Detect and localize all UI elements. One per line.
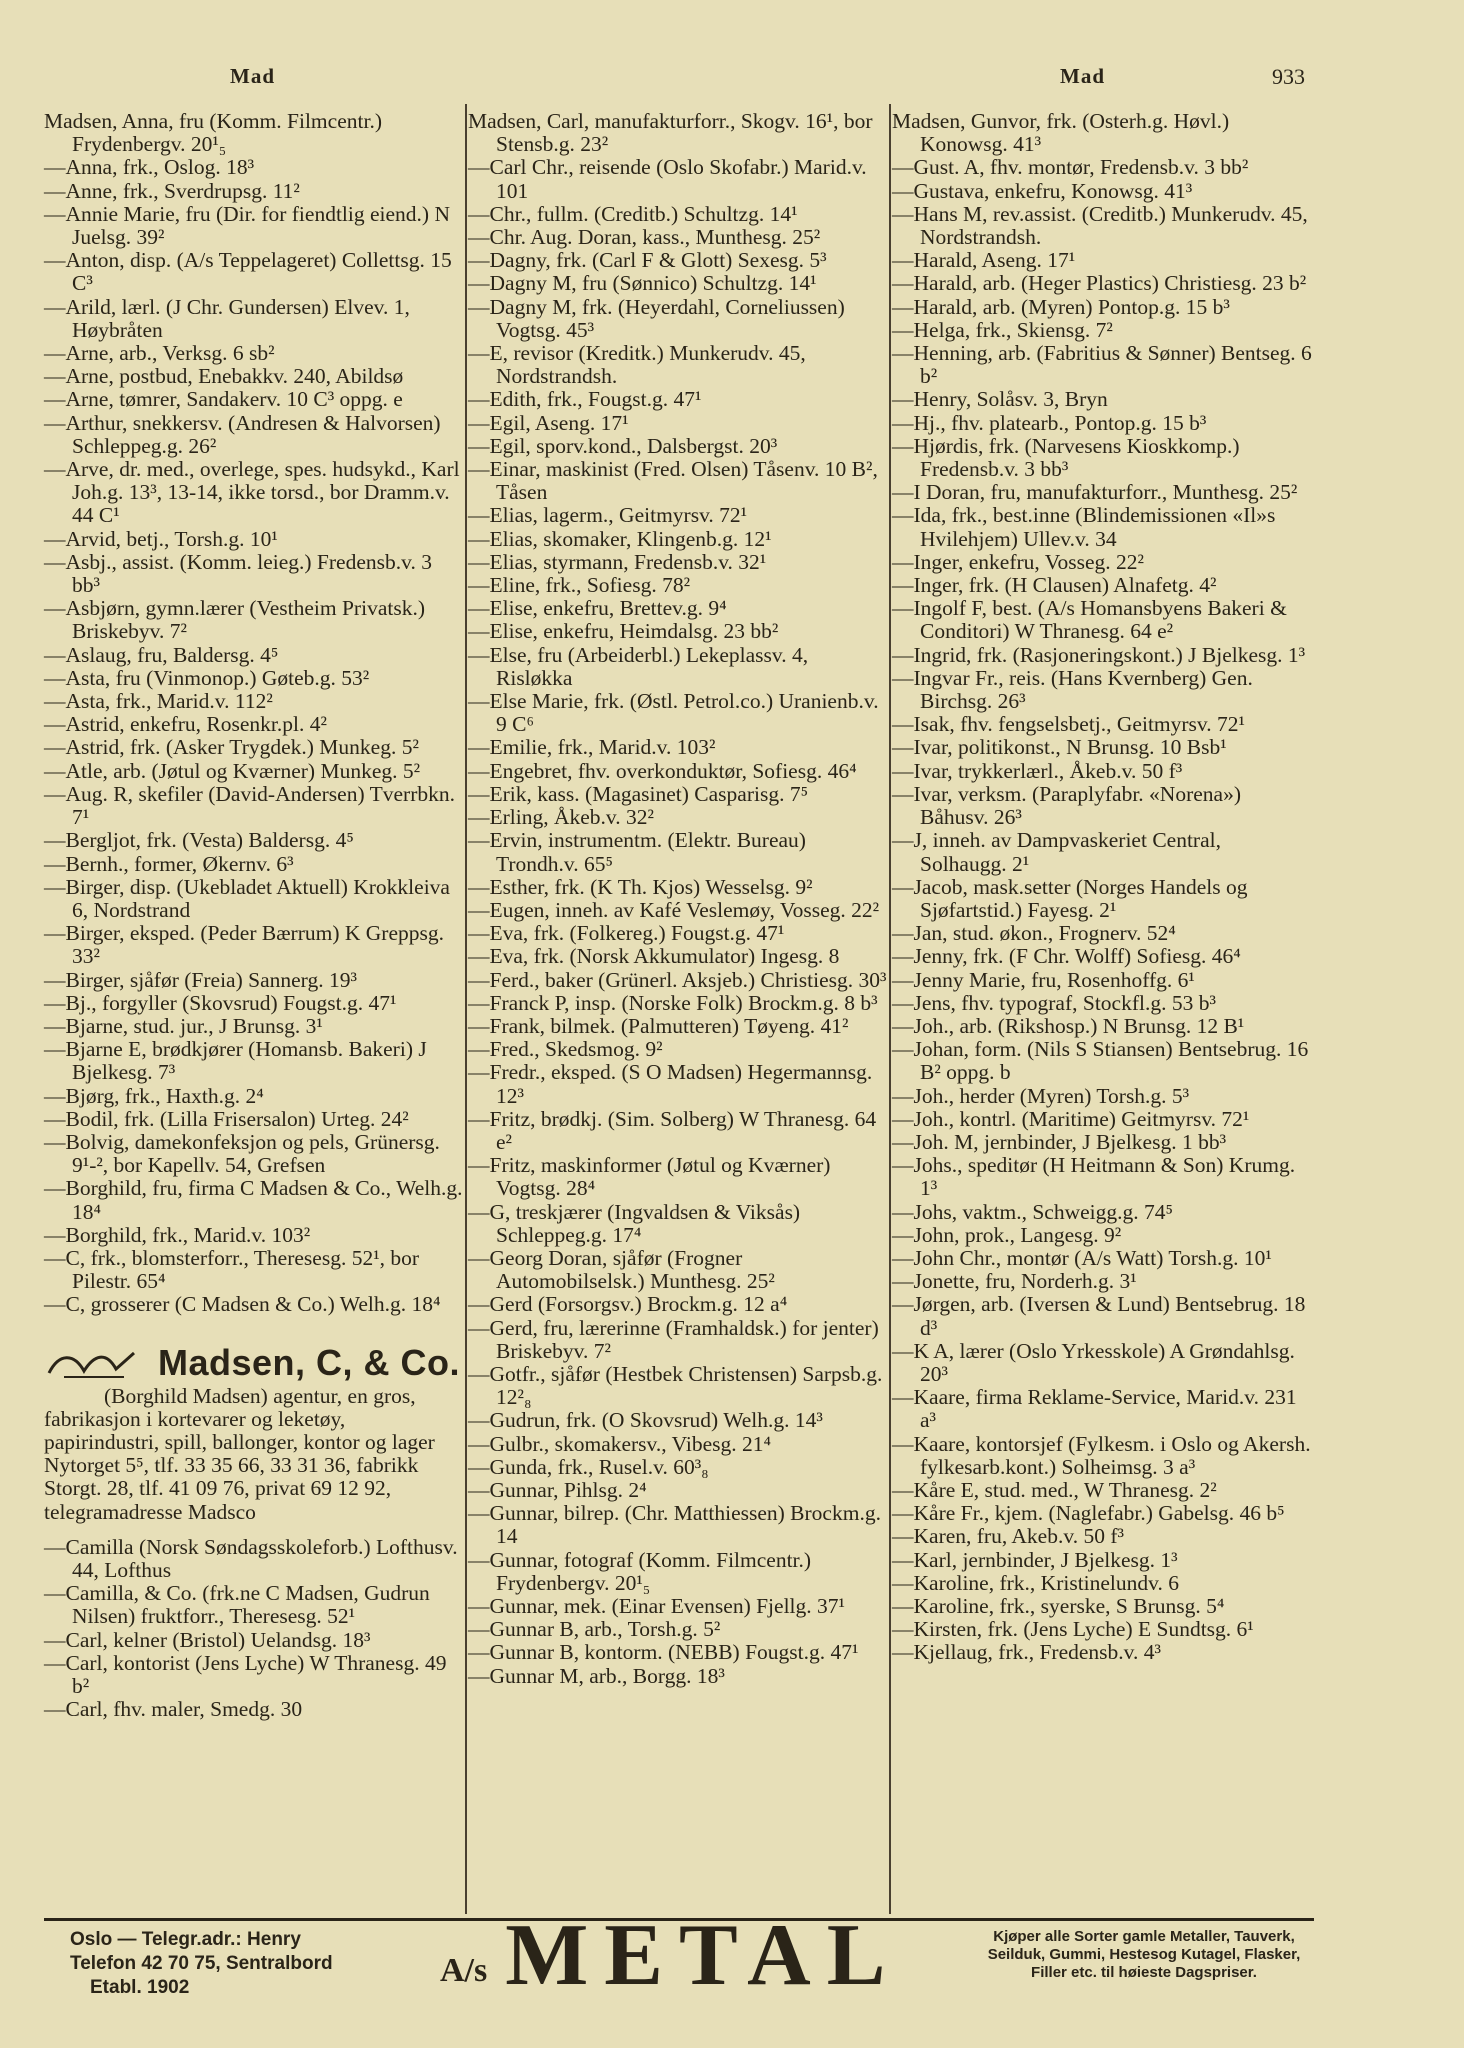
directory-entry: —Eva, frk. (Folkereg.) Fougst.g. 47¹	[468, 921, 785, 946]
directory-entry: —Elias, styrmann, Fredensb.v. 32¹	[468, 549, 767, 574]
directory-entry: —Ivar, politikonst., N Brunsg. 10 Bsb¹	[892, 735, 1227, 760]
directory-entry: —Inger, frk. (H Clausen) Alnafetg. 4²	[892, 573, 1217, 598]
directory-entry: —Hans M, rev.assist. (Creditb.) Munkerudv. 45, Nordstrandsh.	[892, 201, 1308, 250]
directory-entry: —Gust. A, fhv. montør, Fredensb.v. 3 bb²	[892, 155, 1249, 180]
directory-entry: —Carl Chr., reisende (Oslo Skofabr.) Marid.v. 101	[468, 155, 867, 203]
directory-entry: —Chr., fullm. (Creditb.) Schultzg. 14¹	[468, 201, 798, 226]
directory-entry: —Astrid, frk. (Asker Trygdek.) Munkeg. 5²	[44, 735, 419, 760]
directory-entry: —Karen, fru, Akeb.v. 50 f³	[892, 1524, 1124, 1549]
directory-entry: —Karoline, frk., syerske, S Brunsg. 5⁴	[892, 1594, 1225, 1618]
directory-entry: —Johs., speditør (H Heitmann & Son) Krumg. 1³	[892, 1153, 1296, 1201]
directory-entry: —Ivar, verksm. (Paraplyfabr. «Norena») Båhusv. 26³	[892, 781, 1241, 830]
directory-entry: —John Chr., montør (A/s Watt) Torsh.g. 10¹	[892, 1245, 1272, 1270]
directory-entry: —Frank, bilmek. (Palmutteren) Tøyeng. 41²	[468, 1013, 849, 1038]
column-2	[468, 110, 888, 1688]
directory-entry: —C, frk., blomsterforr., Theresesg. 52¹, bor Pilestr. 65⁴	[44, 1245, 420, 1294]
directory-entry: —Gustava, enkefru, Konowsg. 41³	[892, 178, 1193, 203]
directory-entry: —Jens, fhv. typograf, Stockfl.g. 53 b³	[892, 990, 1216, 1015]
directory-entry: —Jonette, fru, Norderh.g. 3¹	[892, 1269, 1137, 1294]
directory-entry: —Emilie, frk., Marid.v. 103²	[468, 735, 716, 760]
directory-entry: —Fredr., eksped. (S O Madsen) Hegermannsg. 12³	[468, 1060, 873, 1108]
directory-entry: —E, revisor (Kreditk.) Munkerudv. 45, Nordstrandsh.	[468, 341, 806, 389]
directory-entry: —Jacob, mask.setter (Norges Handels og Sjøfartstid.) Fayesg. 2¹	[892, 874, 1248, 922]
running-header-right: Mad	[1060, 64, 1105, 88]
directory-entry: —Egil, Aseng. 17¹	[468, 410, 629, 435]
directory-entry: —Fritz, maskinformer (Jøtul og Kværner) Vogtsg. 28⁴	[468, 1153, 831, 1201]
footer-brand-prefix: A/s	[440, 1952, 488, 1989]
directory-entry: —Eugen, inneh. av Kafé Veslemøy, Vosseg. 22²	[468, 897, 880, 922]
directory-entry: —Karl, jernbinder, J Bjelkesg. 1³	[892, 1547, 1178, 1572]
directory-entry: —Ervin, instrumentm. (Elektr. Bureau) Trondh.v. 65⁵	[468, 828, 806, 876]
directory-entry: —Henning, arb. (Fabritius & Sønner) Bentseg. 6 b²	[892, 341, 1312, 389]
directory-entry: —Eline, frk., Sofiesg. 78²	[468, 573, 691, 598]
advertisement-madsen-co	[44, 1343, 464, 1524]
directory-entry: —Kåre Fr., kjem. (Naglefabr.) Gabelsg. 46 b⁵	[892, 1501, 1285, 1526]
directory-entry: —Arve, dr. med., overlege, spes. hudsykd., Karl Joh.g. 13³, 13-14, ikke torsd., bor Dramm.v. 44 C¹	[44, 457, 460, 528]
column-divider	[889, 104, 891, 1914]
running-header-left: Mad	[230, 64, 275, 88]
directory-entry: —Gulbr., skomakersv., Vibesg. 21⁴	[468, 1431, 772, 1456]
directory-entry: —Gunnar B, kontorm. (NEBB) Fougst.g. 47¹	[468, 1640, 859, 1665]
directory-entry: —Dagny, frk. (Carl F & Glott) Sexesg. 5³	[468, 248, 827, 273]
directory-entry: —Bernh., former, Økernv. 6³	[44, 851, 294, 876]
directory-entry: —Anne, frk., Sverdrupsg. 11²	[44, 178, 300, 203]
directory-entry: —Kjellaug, frk., Fredensb.v. 4³	[892, 1640, 1161, 1665]
directory-entry: —Hjørdis, frk. (Narvesens Kioskkomp.) Fredensb.v. 3 bb³	[892, 433, 1240, 482]
directory-entry: —Inger, enkefru, Vosseg. 22²	[892, 549, 1144, 574]
directory-entry: —Bergljot, frk. (Vesta) Baldersg. 4⁵	[44, 828, 354, 853]
directory-entry: —Joh., arb. (Rikshosp.) N Brunsg. 12 B¹	[892, 1013, 1245, 1038]
directory-entry: —I Doran, fru, manufakturforr., Munthesg. 25²	[892, 480, 1298, 505]
directory-entry: —Anna, frk., Oslog. 18³	[44, 155, 255, 180]
directory-entry: —Bj., forgyller (Skovsrud) Fougst.g. 47¹	[44, 990, 397, 1015]
directory-entry: —John, prok., Langesg. 9²	[892, 1222, 1122, 1247]
directory-entry: —Arne, tømrer, Sandakerv. 10 C³ oppg. e	[44, 387, 403, 412]
footer-contact-line: Etabl. 1902	[90, 1977, 190, 1998]
directory-entry: —Asta, frk., Marid.v. 112²	[44, 689, 273, 714]
directory-entry: —Gunnar M, arb., Borgg. 18³	[468, 1663, 725, 1688]
directory-entry: —Elias, lagerm., Geitmyrsv. 72¹	[468, 503, 748, 528]
directory-entry: —Henry, Solåsv. 3, Bryn	[892, 387, 1108, 412]
directory-entry: —Elise, enkefru, Heimdalsg. 23 bb²	[468, 619, 779, 644]
directory-entry: —Annie Marie, fru (Dir. for fiendtlig eiend.) N Juelsg. 39²	[44, 201, 450, 250]
directory-entry: —Ida, frk., best.inne (Blindemissionen «Il»s Hvilehjem) Ullev.v. 34	[892, 503, 1276, 551]
directory-entry: —Carl, fhv. maler, Smedg. 30	[44, 1697, 303, 1722]
directory-entry: —Gunnar B, arb., Torsh.g. 5²	[468, 1617, 721, 1642]
column-3	[892, 110, 1312, 1665]
directory-entry: —Carl, kelner (Bristol) Uelandsg. 18³	[44, 1627, 371, 1652]
directory-entry: —Helga, frk., Skiensg. 7²	[892, 317, 1113, 342]
advertisement-title: Madsen, C, & Co.	[158, 1341, 461, 1383]
directory-entry: —Fritz, brødkj. (Sim. Solberg) W Thranesg. 64 e²	[468, 1106, 877, 1154]
directory-entry: —Dagny M, fru (Sønnico) Schultzg. 14¹	[468, 271, 817, 296]
directory-entry: —Asta, fru (Vinmonop.) Gøteb.g. 53²	[44, 665, 370, 690]
directory-entry: —Else, fru (Arbeiderbl.) Lekeplassv. 4, Risløkka	[468, 642, 809, 690]
directory-entry: —Kaare, firma Reklame-Service, Marid.v. 231 a³	[892, 1385, 1297, 1433]
directory-entry: —Ingrid, frk. (Rasjoneringskont.) J Bjelkesg. 1³	[892, 642, 1306, 667]
directory-entry: —Gerd (Forsorgsv.) Brockm.g. 12 a⁴	[468, 1292, 788, 1317]
directory-entry: —Esther, frk. (K Th. Kjos) Wesselsg. 9²	[468, 874, 813, 899]
entry-list	[44, 1536, 464, 1722]
directory-entry: —Jan, stud. økon., Frognerv. 52⁴	[892, 921, 1176, 946]
directory-entry: —Jørgen, arb. (Iversen & Lund) Bentsebrug. 18 d³	[892, 1292, 1306, 1340]
directory-entry: —G, treskjærer (Ingvaldsen & Viksås) Schleppeg.g. 17⁴	[468, 1199, 801, 1247]
directory-entry: —Franck P, insp. (Norske Folk) Brockm.g. 8 b³	[468, 990, 878, 1015]
directory-entry: —Gunnar, bilrep. (Chr. Matthiessen) Brockm.g. 14	[468, 1501, 881, 1549]
directory-entry: —Harald, arb. (Heger Plastics) Christiesg. 23 b²	[892, 271, 1307, 296]
directory-entry: —Erling, Åkeb.v. 32²	[468, 805, 654, 830]
directory-entry: —Kirsten, frk. (Jens Lyche) E Sundtsg. 6¹	[892, 1617, 1254, 1642]
directory-entry: —Aslaug, fru, Baldersg. 4⁵	[44, 642, 279, 667]
directory-entry: —Arthur, snekkersv. (Andresen & Halvorsen) Schleppeg.g. 26²	[44, 410, 441, 458]
directory-entry: —Joh., herder (Myren) Torsh.g. 5³	[892, 1083, 1190, 1108]
entry-list	[468, 110, 888, 1688]
column-divider	[465, 104, 467, 1914]
directory-entry: —Fred., Skedsmog. 9²	[468, 1037, 663, 1062]
directory-entry: —Gunnar, fotograf (Komm. Filmcentr.) Frydenbergv. 20¹₅	[468, 1547, 812, 1595]
footer-contact-line: Oslo — Telegr.adr.: Henry	[70, 1929, 301, 1950]
directory-entry: —Bjarne E, brødkjører (Homansb. Bakeri) J Bjelkesg. 7³	[44, 1037, 427, 1085]
directory-entry: —Johan, form. (Nils S Stiansen) Bentsebrug. 16 B² oppg. b	[892, 1037, 1309, 1085]
directory-entry: —Else Marie, frk. (Østl. Petrol.co.) Uranienb.v. 9 C⁶	[468, 689, 879, 737]
directory-entry: —Egil, sporv.kond., Dalsbergst. 20³	[468, 433, 778, 458]
directory-entry: —Camilla (Norsk Søndagsskoleforb.) Lofthusv. 44, Lofthus	[44, 1534, 458, 1582]
directory-entry: —Bjørg, frk., Haxth.g. 2⁴	[44, 1083, 264, 1108]
directory-entry: —Ivar, trykkerlærl., Åkeb.v. 50 f³	[892, 758, 1183, 783]
directory-entry: —Jenny Marie, fru, Rosenhoffg. 6¹	[892, 967, 1195, 992]
column-1	[44, 110, 464, 1721]
directory-entry: —Birger, sjåfør (Freia) Sannerg. 19³	[44, 967, 357, 992]
directory-entry: —Hj., fhv. platearb., Pontop.g. 15 b³	[892, 410, 1207, 435]
directory-entry: Madsen, Carl, manufakturforr., Skogv. 16¹, bor Stensb.g. 23²	[468, 109, 873, 157]
directory-entry: —Gunnar, Pihlsg. 2⁴	[468, 1477, 647, 1502]
directory-entry: —Elias, skomaker, Klingenb.g. 12¹	[468, 526, 772, 551]
company-logo-icon	[44, 1343, 144, 1383]
directory-entry: —Astrid, enkefru, Rosenkr.pl. 4²	[44, 712, 327, 737]
entry-list	[44, 110, 464, 1317]
footer-brand	[440, 1905, 901, 2006]
directory-entry: —Edith, frk., Fougst.g. 47¹	[468, 387, 702, 412]
directory-entry: —Gudrun, frk. (O Skovsrud) Welh.g. 14³	[468, 1408, 823, 1433]
entry-list	[892, 110, 1312, 1665]
footer-brand-word: METAL	[505, 1907, 902, 2004]
directory-entry: —Engebret, fhv. overkonduktør, Sofiesg. 46⁴	[468, 758, 857, 783]
directory-entry: —Arne, postbud, Enebakkv. 240, Abildsø	[44, 364, 404, 389]
footer-contact	[70, 1928, 333, 2000]
directory-entry: —Gunda, frk., Rusel.v. 60³₈	[468, 1454, 709, 1479]
directory-entry: —Arne, arb., Verksg. 6 sb²	[44, 341, 275, 366]
directory-entry: —Bjarne, stud. jur., J Brunsg. 3¹	[44, 1013, 323, 1038]
directory-entry: —Joh., kontrl. (Maritime) Geitmyrsv. 72¹	[892, 1106, 1250, 1131]
page-number: 933	[1272, 64, 1305, 89]
directory-entry: —Carl, kontorist (Jens Lyche) W Thranesg. 49 b²	[44, 1650, 447, 1698]
directory-entry: —Gotfr., sjåfør (Hestbek Christensen) Sarpsb.g. 12²₈	[468, 1361, 883, 1410]
directory-entry: —Erik, kass. (Magasinet) Casparisg. 7⁵	[468, 781, 809, 806]
directory-entry: —Ferd., baker (Grünerl. Aksjeb.) Christiesg. 30³	[468, 967, 887, 992]
directory-entry: —Asbjørn, gymn.lærer (Vestheim Privatsk.) Briskebyv. 7²	[44, 596, 425, 644]
directory-entry: —Gunnar, mek. (Einar Evensen) Fjellg. 37¹	[468, 1594, 845, 1618]
directory-entry: —Georg Doran, sjåfør (Frogner Automobilselsk.) Munthesg. 25²	[468, 1245, 775, 1294]
directory-entry: —Bodil, frk. (Lilla Frisersalon) Urteg. 24²	[44, 1106, 409, 1131]
directory-entry: —Anton, disp. (A/s Teppelageret) Collettsg. 15 C³	[44, 248, 452, 296]
directory-entry: —Johs, vaktm., Schweigg.g. 74⁵	[892, 1199, 1174, 1224]
directory-entry: —Elise, enkefru, Brettev.g. 9⁴	[468, 596, 727, 621]
directory-entry: —Borghild, frk., Marid.v. 103²	[44, 1222, 311, 1247]
directory-entry: —Arild, lærl. (J Chr. Gundersen) Elvev. 1, Høybråten	[44, 294, 410, 342]
directory-entry: —Camilla, & Co. (frk.ne C Madsen, Gudrun Nilsen) fruktforr., Theresesg. 52¹	[44, 1581, 430, 1629]
directory-entry: —Aug. R, skefiler (David-Andersen) Tverrbkn. 7¹	[44, 781, 455, 830]
footer-contact-line: Telefon 42 70 75, Sentralbord	[70, 1953, 333, 1974]
directory-entry: —K A, lærer (Oslo Yrkesskole) A Grøndahlsg. 20³	[892, 1338, 1295, 1386]
directory-entry: —Kaare, kontorsjef (Fylkesm. i Oslo og Akersh. fylkesarb.kont.) Solheimsg. 3 a³	[892, 1431, 1311, 1479]
directory-entry: —Atle, arb. (Jøtul og Kværner) Munkeg. 5²	[44, 758, 421, 783]
directory-entry: Madsen, Gunvor, frk. (Osterh.g. Høvl.) Konowsg. 41³	[892, 109, 1230, 157]
directory-entry: —Joh. M, jernbinder, J Bjelkesg. 1 bb³	[892, 1129, 1227, 1154]
directory-entry: —Harald, arb. (Myren) Pontop.g. 15 b³	[892, 294, 1230, 319]
directory-entry: —Birger, disp. (Ukebladet Aktuell) Krokkleiva 6, Nordstrand	[44, 874, 450, 922]
directory-entry: —Isak, fhv. fengselsbetj., Geitmyrsv. 72¹	[892, 712, 1245, 737]
directory-entry: —Ingvar Fr., reis. (Hans Kvernberg) Gen. Birchsg. 26³	[892, 665, 1253, 714]
directory-entry: —J, inneh. av Dampvaskeriet Central, Solhaugg. 2¹	[892, 828, 1221, 876]
directory-entry: —Dagny M, frk. (Heyerdahl, Corneliussen) Vogtsg. 45³	[468, 294, 845, 342]
directory-entry: —Chr. Aug. Doran, kass., Munthesg. 25²	[468, 225, 821, 250]
directory-entry: —Ingolf F, best. (A/s Homansbyens Bakeri & Conditori) W Thranesg. 64 e²	[892, 596, 1287, 644]
directory-entry: —Bolvig, damekonfeksjon og pels, Grünersg. 9¹-², bor Kapellv. 54, Grefsen	[44, 1129, 440, 1178]
advertisement-text: (Borghild Madsen) agentur, en gros, fabrikasjon i kortevarer og leketøy, papirindustri, spill, ballonger, kontor og lager Nytorget 5⁵, tlf. 33 35 66, 33 31 36, fabrikk Storgt. 28, tlf. 41 09 76, privat 69 12 92, telegramadresse Madsco	[44, 1383, 435, 1524]
directory-entry: —Harald, Aseng. 17¹	[892, 248, 1076, 273]
directory-entry: —Jenny, frk. (F Chr. Wolff) Sofiesg. 46⁴	[892, 944, 1241, 969]
directory-entry: —Einar, maskinist (Fred. Olsen) Tåsenv. 10 B², Tåsen	[468, 457, 878, 505]
directory-entry: —Arvid, betj., Torsh.g. 10¹	[44, 526, 278, 551]
directory-entry: —Kåre E, stud. med., W Thranesg. 2²	[892, 1477, 1217, 1502]
directory-entry: Madsen, Anna, fru (Komm. Filmcentr.) Frydenbergv. 20¹₅	[44, 109, 382, 157]
directory-entry: —Birger, eksped. (Peder Bærrum) K Greppsg. 33²	[44, 921, 444, 969]
footer-ad-text: Kjøper alle Sorter gamle Metaller, Tauverk, Seilduk, Gummi, Hestesog Kutagel, Flasker, Filler etc. til høieste Dagspriser.	[987, 1928, 1301, 1981]
directory-entry: —Asbj., assist. (Komm. leieg.) Fredensb.v. 3 bb³	[44, 549, 432, 598]
directory-entry: —C, grosserer (C Madsen & Co.) Welh.g. 18⁴	[44, 1292, 441, 1317]
directory-entry: —Borghild, fru, firma C Madsen & Co., Welh.g. 18⁴	[44, 1176, 463, 1224]
directory-entry: —Eva, frk. (Norsk Akkumulator) Ingesg. 8	[468, 944, 840, 969]
directory-entry: —Karoline, frk., Kristinelundv. 6	[892, 1570, 1180, 1595]
directory-entry: —Gerd, fru, lærerinne (Framhaldsk.) for jenter) Briskebyv. 7²	[468, 1315, 879, 1363]
